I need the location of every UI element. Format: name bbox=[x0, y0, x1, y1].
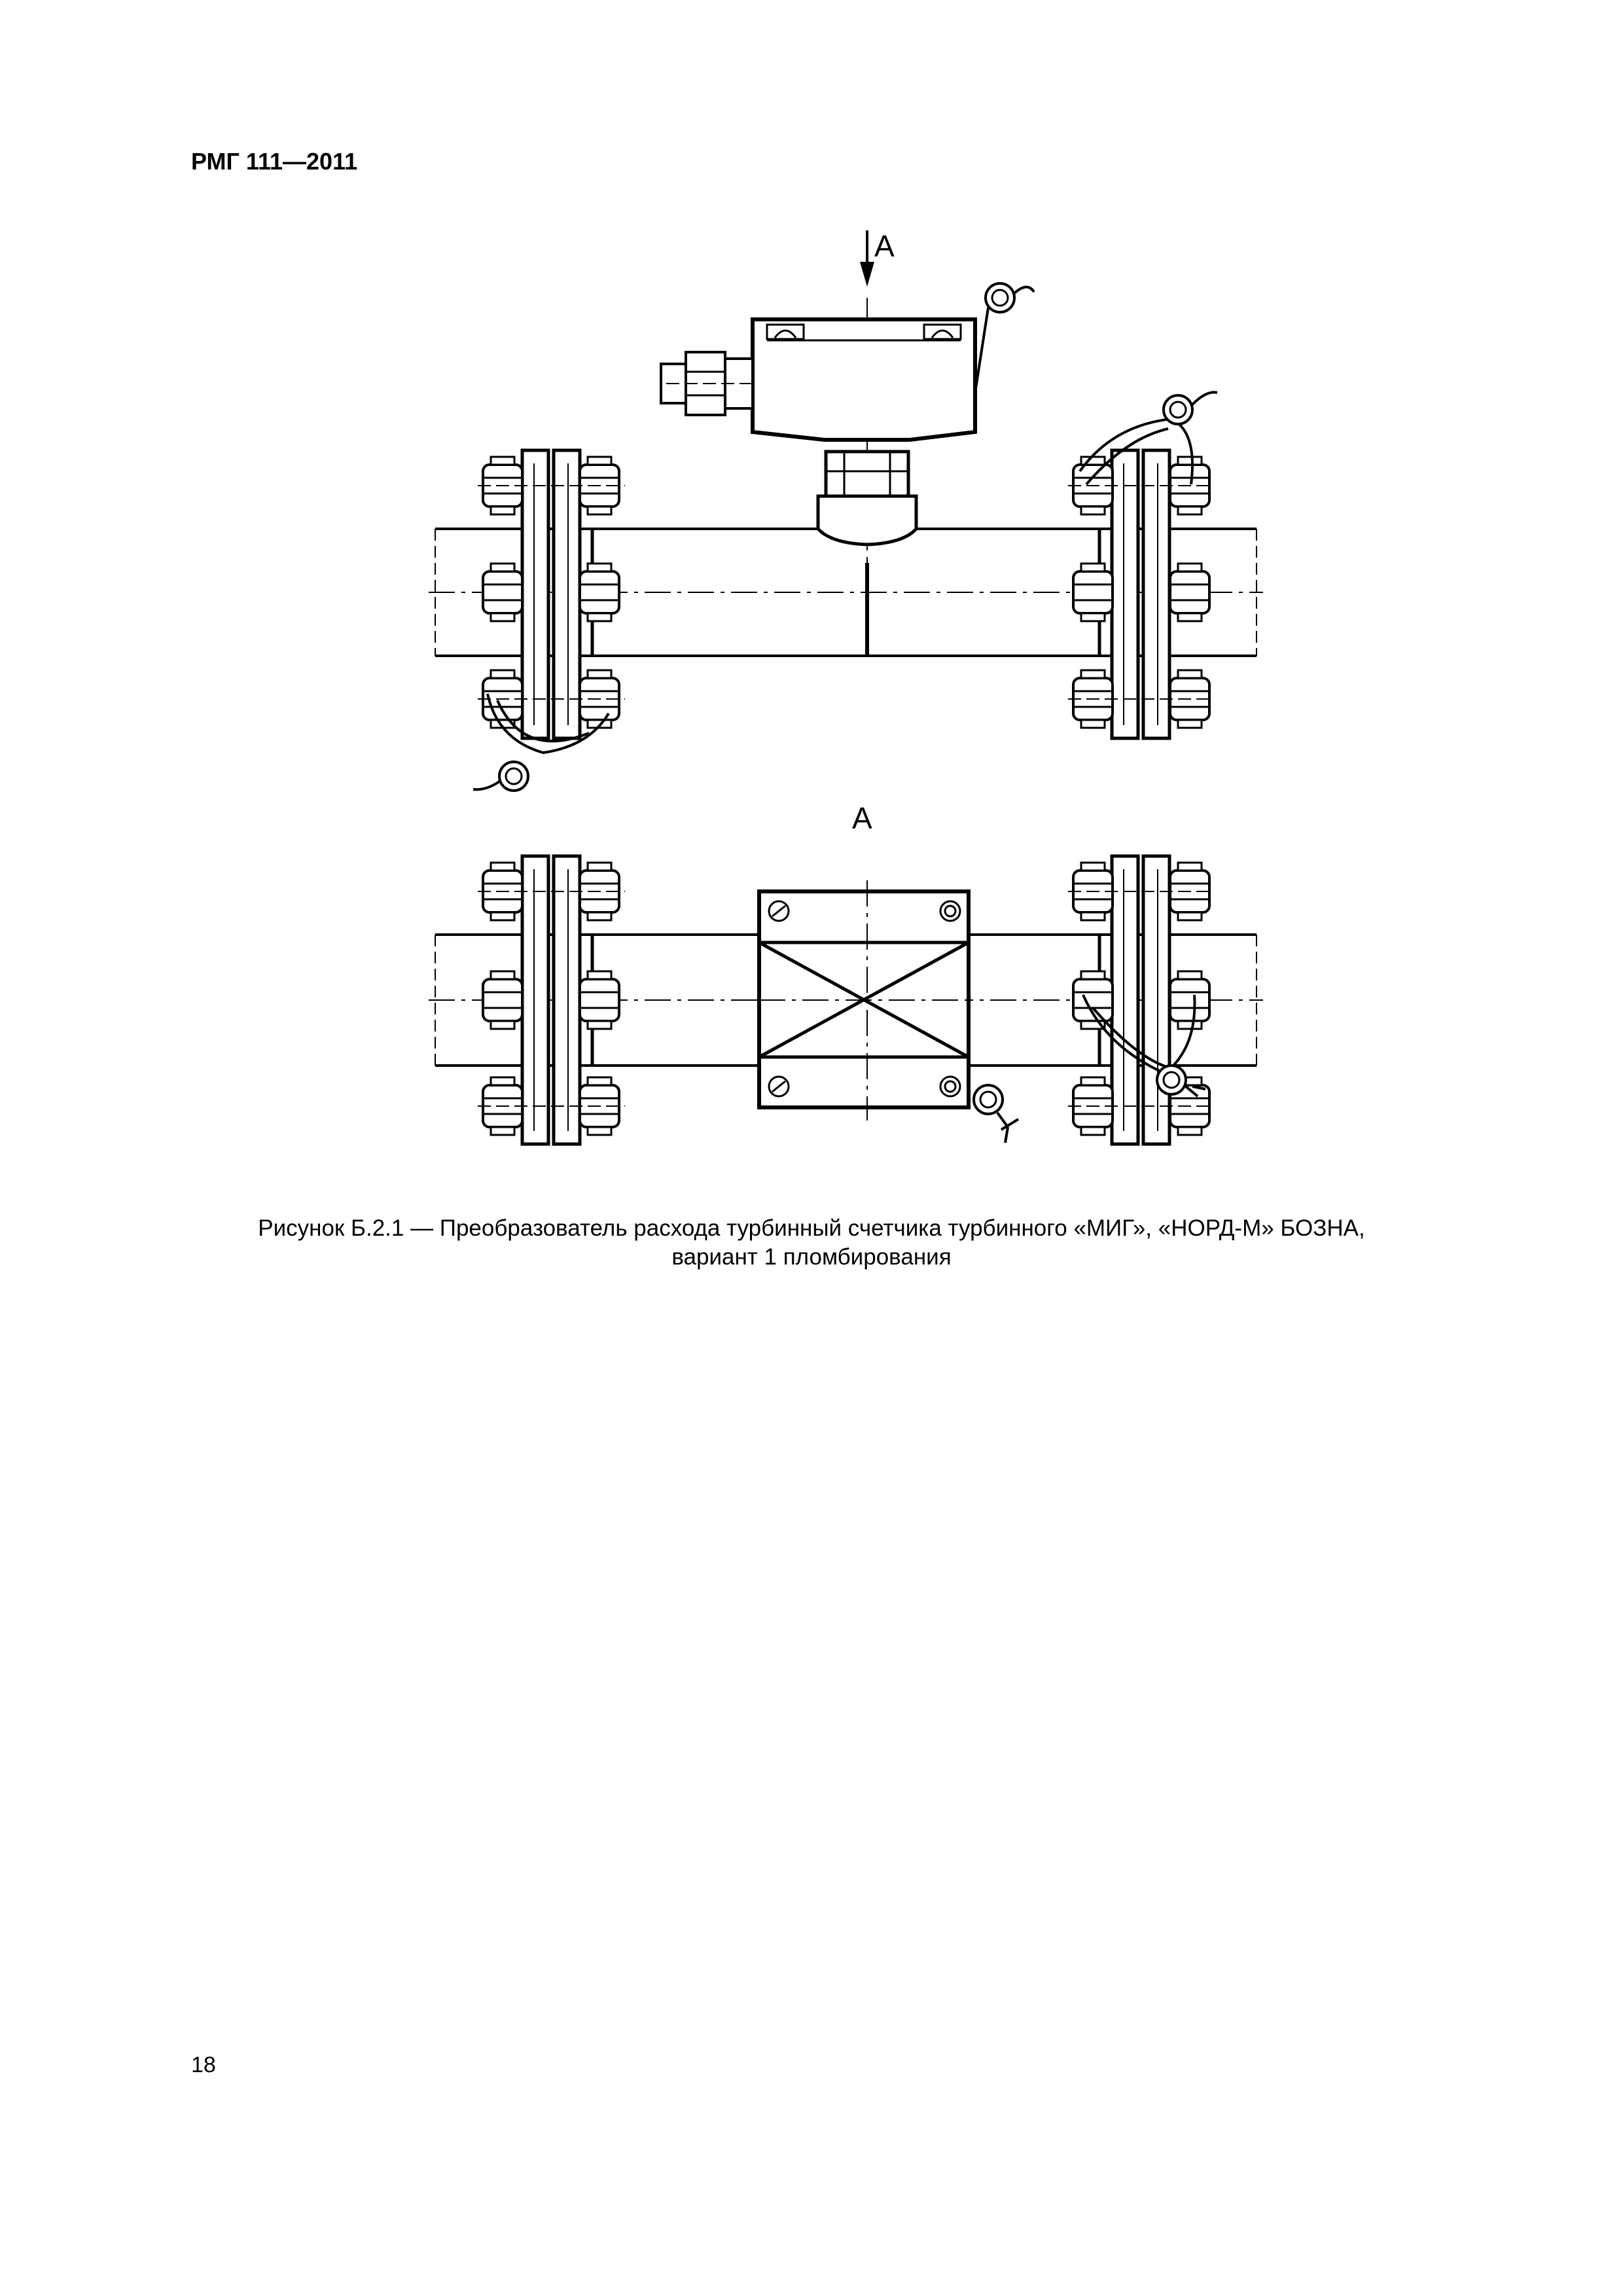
caption-line-1: Рисунок Б.2.1 — Преобразователь расхода турбинный счетчика турбинного «МИГ», «НОРД-М» БОЗНА, bbox=[258, 1215, 1365, 1241]
view-a bbox=[429, 801, 1263, 1144]
caption-line-2: вариант 1 пломбирования bbox=[671, 1244, 952, 1270]
view-arrow-label: А bbox=[874, 229, 895, 263]
side-view bbox=[429, 229, 1263, 791]
figure-caption bbox=[196, 1214, 1427, 1272]
view-label: А bbox=[852, 801, 872, 835]
page-number: 18 bbox=[191, 2053, 216, 2077]
document-header: РМГ 111—2011 bbox=[191, 148, 358, 175]
